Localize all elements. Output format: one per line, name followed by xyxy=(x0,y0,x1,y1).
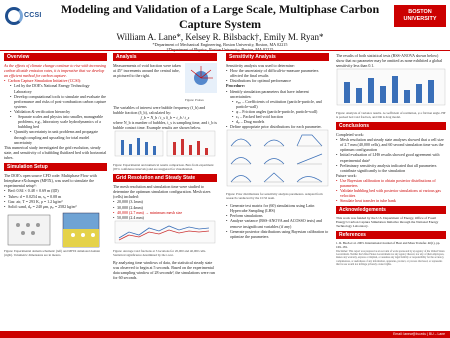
poster-authors: William A. Lane*, Kelsey R. Bilsback†, Emily M. Ryan* xyxy=(116,32,324,42)
mesh-item: • 50,000 (2.4 mm) xyxy=(113,215,217,220)
column-2 xyxy=(113,53,217,328)
procedure-step: • Identify simulation parameters that have inherent uncertainties: xyxy=(226,89,329,99)
grid-caption: Figure: Average void fractions at 3 locations for 20,000 and 40,000 cells. Statistical significance determined by the t-test. xyxy=(113,248,207,257)
setup-text: The DOE's open source CFD code: Multiphase Flow with Interphase eXchanges (MFIX), was used to simulate the experimental setup¹: xyxy=(4,173,97,189)
setup-caption: Figure: Experimental domain schematic (left) and MFIX simulated domain (right). Volumetric dimensions are in meters. xyxy=(4,248,100,257)
analysis-text-3: where N_b is number of bubbles, t_s is sampling time, and t_b is bubble contact time. Example results are shown below. xyxy=(113,120,217,131)
mesh-item: • 20,000 (3.1mm) xyxy=(113,199,217,204)
mesh-list xyxy=(113,199,217,219)
results-comparison-chart xyxy=(113,130,217,158)
header-divider xyxy=(0,50,450,51)
completed-list xyxy=(336,137,446,173)
setup-heading: Simulation Setup xyxy=(4,163,107,171)
sensitivity-heading: Sensitivity Analysis xyxy=(226,53,329,61)
procedure-list-2 xyxy=(226,203,329,239)
procedure-title: Procedure: xyxy=(226,83,245,89)
ccsi-logo-text: CCSI xyxy=(24,12,42,19)
column-1 xyxy=(4,53,107,328)
analysis-heading: Analysis xyxy=(113,53,217,61)
results-caption: Figure: Experimental and numerical results comparison. Bars from experiment (95% confidence intervals) and are staggered for visualization. xyxy=(113,163,214,172)
ccsi-ring-icon xyxy=(5,7,23,25)
overview-closing: This numerical study investigated the grid resolution, steady state, and sensitivity of a bubbling fluidized bed with horizontal tubes. xyxy=(4,144,107,160)
conclusion-bullet: • Initial evaluation of LHS results showed good agreement with experimental data³ xyxy=(336,152,446,162)
reference-item: 1. R. Bsoh et al. 2003. International Journal of Heat and Mass Transfer. 46(1), pp. 169–181. xyxy=(336,240,441,249)
ack-text: This work was funded by the U.S. Department of Energy, Office of Fossil Energy's Carbon Capture Simulation Initiative through the National Energy Technology Laboratory. xyxy=(336,215,439,229)
procedure-step: • Analyze variance (BSS-ANOVA and ACOSSO tests) and remove insignificant variables (if any) xyxy=(226,218,329,228)
poster-header xyxy=(48,2,392,52)
setup-bullet: • Bed: 0.84 × 0.48 × 0.69 m (l|D) xyxy=(4,188,107,193)
mesh-item: • 40,000 (2.7 mm) → minimum mesh size xyxy=(113,210,217,215)
analysis-equation: f_b = N_b / t_s δ_b = t_b / t_s xyxy=(140,115,190,121)
setup-bullet: • Solid: sand, dₚ = 240 μm, ρₚ = 2582 kg/m³ xyxy=(4,204,107,209)
overview-heading: Overview xyxy=(4,53,107,61)
anova-caption: Figure: Analysis of variance results. A coefficient of restitution, φ a friction angle. HP is packed bed void fraction, and DR is drag model. xyxy=(336,111,446,120)
overview-bullet: • Develop computational tools to simulate and evaluate the performance and risks of post-combustion carbon capture systems xyxy=(4,94,107,109)
overview-list xyxy=(4,78,107,144)
column-4 xyxy=(336,53,446,328)
analysis-text-2: The variables of interest were bubble frequency (f_b) and bubble fraction (δ_b), calculated by: xyxy=(113,104,206,115)
overview-intro: As the effects of climate change continue to rise with increasing carbon dioxide emission rates, it is imperative that we develop an efficient method for carbon capture. xyxy=(4,63,107,79)
poster-footer xyxy=(0,331,450,338)
setup-bullet: • Gas: air, T = 293 K, ρ = 1.2 kg/m³ xyxy=(4,199,107,204)
conclusion-bullet: • Preliminary sensitivity analysis indicated that all parameters contribute significantly to the simulation xyxy=(336,163,446,173)
overview-bullet: • Quantify uncertainty in unit problems and propagate through coupling and upscaling for total model uncertainty xyxy=(4,129,107,144)
boston-university-logo xyxy=(394,5,446,27)
column-3 xyxy=(226,53,329,328)
affiliation-1: *Department of Mechanical Engineering, Boston University, Boston, MA 02215 xyxy=(152,42,288,47)
mfix-domain-image xyxy=(57,211,105,249)
probe-caption: Figure: Probes xyxy=(185,98,204,102)
setup-bullet: • Tubes: d = 0.0254 m, sₓ = 0.08 m xyxy=(4,194,107,199)
procedure-step: • Define appropriate prior distributions for each parameter. xyxy=(226,124,329,129)
conclusion-bullet: • Mesh resolution and steady state analyses showed that a cell size of 2.7 mm (40,000 cells), and 60 second simulation time was the optimum configuration xyxy=(336,137,446,152)
experimental-schematic-image xyxy=(4,211,54,249)
footer-email[interactable]: Email: lanew@bu.edu | BU – Lane xyxy=(393,332,445,336)
future-bullet: • Simulate heat transfer in tube bank xyxy=(336,198,446,203)
sensitivity-bullet: • Distributions for optimal performance xyxy=(226,78,329,83)
bu-logo-line-2: UNIVERSITY xyxy=(403,16,437,22)
procedure-substep: • eₚₚ – Coefficients of restitution (particle-particle, and particle-wall) xyxy=(226,99,329,109)
analysis-text-1: Measurements of void fraction were taken at 45° increments around the central tube, as pictured to the right. xyxy=(113,63,181,79)
procedure-list xyxy=(226,89,329,130)
references-heading: References xyxy=(336,231,446,239)
ccsi-logo xyxy=(4,3,42,33)
procedure-substep: • dₚ – Drag models xyxy=(226,119,329,124)
grid-heading: Grid Resolution and Steady State xyxy=(113,174,217,182)
setup-figure xyxy=(4,211,107,249)
probe-diagram-image xyxy=(185,63,217,93)
procedure-step: • Perform simulations xyxy=(226,213,329,218)
mesh-item: • 30,000 (2.4mm) xyxy=(113,205,217,210)
future-bullet: • Validate bubbling bed with posterior simulations at various gas velocities xyxy=(336,188,446,198)
sensitivity-text: Sensitivity analysis was used to determine: xyxy=(226,63,295,68)
procedure-substep: • φ – Friction angles (particle-particle, particle-wall) xyxy=(226,109,329,114)
overview-bullet: • Validation & verification hierarchy xyxy=(4,109,107,114)
overview-bullet: • Led by the DOE's National Energy Technology Laboratory xyxy=(4,83,107,93)
overview-bullet: • Separate scales and physics into smaller, manageable problems, e.g., laboratory scale hydrodynamics of a bubbling bed xyxy=(4,114,107,129)
future-bullet: • Use Bayesian calibration to obtain posterior distributions of parameters xyxy=(336,178,446,188)
procedure-step: • Generate posterior distributions using Bayesian calibration to optimize the parameters xyxy=(226,229,329,239)
procedure-substep: • εₛ – Packed bed void fraction xyxy=(226,114,329,119)
grid-text: The mesh resolution and simulation time were studied to determine the optimum simulation configuration. Mesh sizes (cells) included: xyxy=(113,184,211,200)
ack-heading: Acknowledgements xyxy=(336,206,446,214)
sensitivity-bullet: • How the uncertainty of difficult-to-measure parameters affected the final results xyxy=(226,68,329,78)
results-text: The results of both statistical tests (BSS-ANOVA shown below) show that no parameter may be omitted as none exhibited a global sensitivity less than 0.1. xyxy=(336,53,443,69)
prior-distributions-chart xyxy=(226,129,329,187)
overview-bullet: • Carbon Capture Simulation Initiative (CCSI): xyxy=(4,78,107,83)
conclusions-heading: Conclusions xyxy=(336,122,446,130)
anova-results-chart xyxy=(336,68,446,106)
disclaimer: Disclaimer: This report was prepared as an account of work sponsored by an agency of the United States Government. Neither the United States Government nor any agency thereof, nor any of their employees, makes any warranty, express or implied, or assumes any legal liability or responsibility for the accuracy, completeness, or usefulness of any information, apparatus, product, or process disclosed, or represents that its use would not infringe privately owned rights. xyxy=(336,249,445,267)
prior-caption: Figure: Prior distributions for sensitivity analysis parameters. Adapted from research conducted by the CCSI team. xyxy=(226,192,323,201)
future-title: Future work: xyxy=(336,172,357,178)
future-list xyxy=(336,178,446,204)
setup-list xyxy=(4,188,107,208)
void-fraction-chart xyxy=(113,220,217,244)
procedure-step: • Generate test matrix for (60) simulations using Latin Hypercube Sampling (LHS) xyxy=(226,203,329,213)
sensitivity-list xyxy=(226,68,329,83)
bu-logo-line-1: BOSTON xyxy=(408,9,432,16)
poster-title: Modeling and Validation of a Large Scale, Multiphase Carbon Capture System xyxy=(60,2,380,31)
grid-closing: By analyzing time windows of data, the statistical steady state was observed to begin at 5 seconds. Based on the experimental data sampling window of 28 seconds², the simulations were run for 60 seconds. xyxy=(113,259,215,280)
completed-title: Completed work: xyxy=(336,132,364,138)
